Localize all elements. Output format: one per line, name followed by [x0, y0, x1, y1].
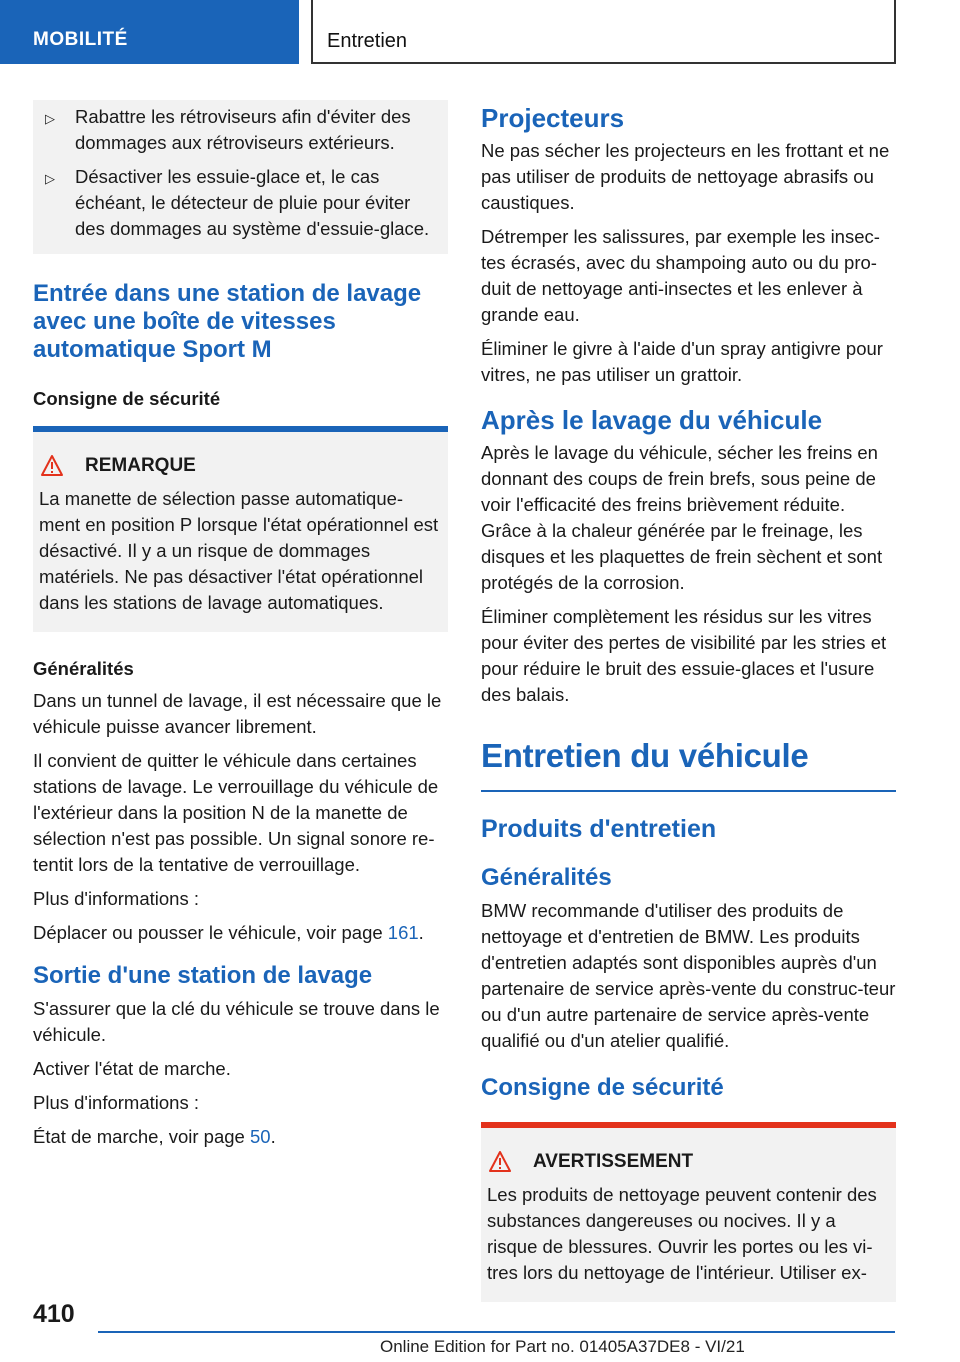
warning-triangle-icon [41, 454, 81, 478]
paragraph: S'assurer que la clé du véhicule se trouve dans le véhicule. [33, 998, 440, 1045]
list-item: ▷ Rabattre les rétroviseurs afin d'éviter des dommages aux rétroviseurs extérieurs. [45, 104, 438, 156]
section-heading-exit: Sortie d'une station de lavage [33, 962, 373, 989]
paragraph: Éliminer le givre à l'aide d'un spray antigivre pour vitres, ne pas utiliser un grattoir. [481, 338, 883, 385]
subheading-general: Généralités [481, 864, 612, 891]
triangle-bullet-icon: ▷ [45, 111, 55, 126]
paragraph: Plus d'informations : [33, 888, 199, 909]
warning-heading: AVERTISSEMENT [487, 1150, 888, 1174]
notice-box [33, 426, 448, 632]
notice-text: La manette de sélection passe automatique-ment en position P lorsque l'état opérationnel est désactivé. Il y a un risque de dommages matériels. Ne pas désactiver l'état opérationnel dans les stations de lavage automatiques. [39, 488, 439, 613]
section-heading-entry: Entrée dans une station de lavage avec une boîte de vitesses automatique Sport M [33, 280, 422, 363]
right-column [481, 100, 896, 1302]
warning-box [481, 1122, 896, 1302]
chapter-tab[interactable]: MOBILITÉ [0, 0, 299, 64]
subheading-safety: Consigne de sécurité [481, 1074, 724, 1101]
paragraph: Activer l'état de marche. [33, 1058, 231, 1079]
warning-triangle-icon [489, 1150, 529, 1174]
page-number: 410 [33, 1300, 75, 1328]
left-column [33, 100, 448, 1158]
section-heading-headlights: Projecteurs [481, 103, 625, 133]
warning-text: Les produits de nettoyage peuvent contenir des substances dangereuses ou nocives. Il y a risque de blessures. Ouvrir les portes ou les vi-tres lors du nettoyage de l'intérieur. Utiliser ex- [487, 1184, 877, 1283]
list-item: ▷ Désactiver les essuie-glace et, le cas échéant, le détecteur de pluie pour éviter des dommages au système d'essuie-glace. [45, 164, 438, 242]
subheading-safety: Consigne de sécurité [33, 388, 221, 409]
section-title: Entretien [311, 0, 896, 64]
paragraph: Il convient de quitter le véhicule dans certaines stations de lavage. Le verrouillage du véhicule de l'extérieur dans la position N de la manette de sélection n'est pas possible. Un signal sonore re-tentit lors de la tentative de verrouillage. [33, 750, 439, 875]
subheading-general: Généralités [33, 658, 134, 679]
paragraph: Dans un tunnel de lavage, il est nécessaire que le véhicule puisse avancer librement. [33, 690, 442, 737]
chapter-heading-vehicle-care: Entretien du véhicule [481, 736, 896, 792]
cross-reference: État de marche, voir page 50. [33, 1126, 276, 1147]
section-heading-after-wash: Après le lavage du véhicule [481, 405, 823, 435]
cross-reference: Déplacer ou pousser le véhicule, voir page 161. [33, 922, 424, 943]
paragraph: Plus d'informations : [33, 1092, 199, 1113]
paragraph: Détremper les salissures, par exemple les insec-tes écrasés, avec du shampoing auto ou du pro-duit de nettoyage anti-insectes et les enlever à grande eau. [481, 226, 880, 325]
triangle-bullet-icon: ▷ [45, 171, 55, 186]
footer-divider [98, 1331, 895, 1333]
paragraph: Ne pas sécher les projecteurs en les frottant et ne pas utiliser de produits de nettoyage abrasifs ou caustiques. [481, 140, 890, 213]
page-link-161[interactable]: 161 [387, 922, 419, 943]
paragraph: Éliminer complètement les résidus sur les vitres pour éviter des pertes de visibilité par les stries et pour réduire le bruit des essuie-glaces et l'usure des balais. [481, 606, 887, 705]
edition-footer: Online Edition for Part no. 01405A37DE8 - VI/21 [380, 1337, 745, 1356]
bullet-list [33, 100, 448, 254]
section-heading-care-products: Produits d'entretien [481, 815, 717, 843]
notice-heading: REMARQUE [39, 454, 440, 478]
paragraph: Après le lavage du véhicule, sécher les freins en donnant des coups de frein brefs, sous peine de voir l'efficacité des freins brièvement réduite. Grâce à la chaleur générée par le freinage, les disques et les plaquettes de frein sèchent et sont protégés de la corrosion. [481, 442, 883, 593]
paragraph: BMW recommande d'utiliser des produits de nettoyage et d'entretien de BMW. Les produits d'entretien adaptés sont disponibles auprès d'un partenaire de service après-vente du construc-teur ou d'un autre partenaire de service après-vente qualifié ou d'un atelier qualifié. [481, 900, 896, 1051]
page-link-50[interactable]: 50 [249, 1126, 271, 1147]
